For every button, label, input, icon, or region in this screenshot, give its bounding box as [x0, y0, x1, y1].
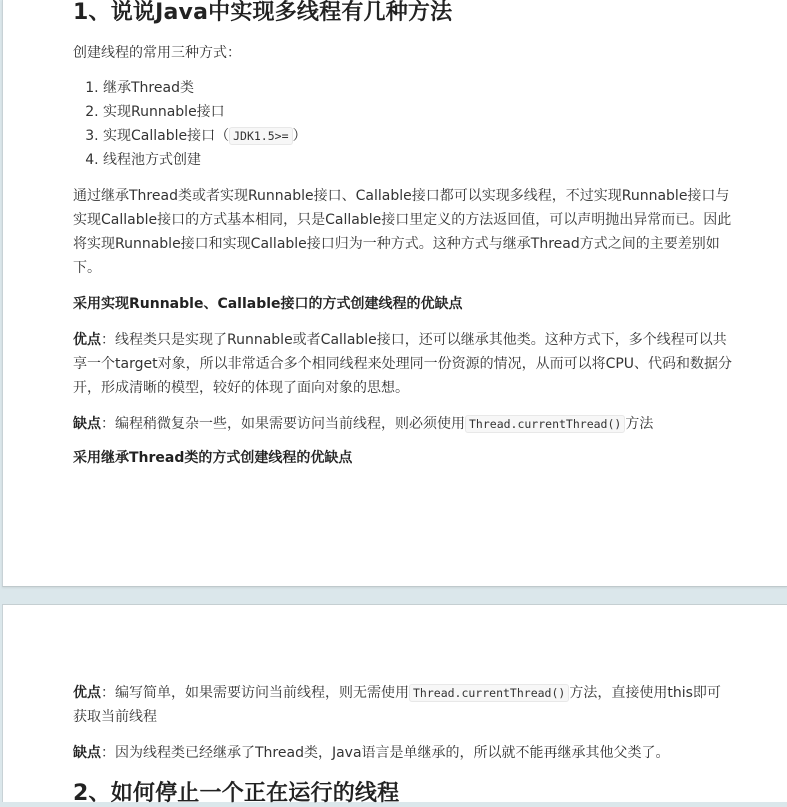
section-heading-2: 2、如何停止一个正在运行的线程: [73, 781, 400, 806]
thread-pros: 优点：编写简单，如果需要访问当前线程，则无需使用 Thread.currentThread() 方法，直接使用this即可获取当前线程: [73, 685, 721, 725]
page-2-content: [73, 681, 733, 807]
intro-text: 创建线程的常用三种方式：: [73, 45, 241, 61]
methods-list: [73, 76, 733, 172]
list-item: 2. 实现Runnable接口: [103, 100, 733, 124]
inline-code: JDK1.5>=: [229, 127, 292, 145]
inline-code: Thread.currentThread(): [409, 684, 569, 702]
inline-code: Thread.currentThread(): [465, 415, 625, 433]
cons-label: 缺点: [73, 745, 101, 761]
runnable-pros-cons-title: 采用实现Runnable、Callable接口的方式创建线程的优缺点: [73, 296, 463, 312]
list-item: 4. 线程池方式创建: [103, 148, 733, 172]
runnable-cons: 缺点：编程稍微复杂一些，如果需要访问当前线程，则必须使用 Thread.currentThread() 方法: [73, 416, 654, 432]
document-page-1: [2, 0, 787, 587]
list-item: 1. 继承Thread类: [103, 76, 733, 100]
list-item: 3. 实现Callable接口（ JDK1.5>= ）: [103, 124, 733, 148]
page-1-content: [73, 0, 733, 470]
document-page-2: [2, 604, 787, 806]
comparison-paragraph: 通过继承Thread类或者实现Runnable接口、Callable接口都可以实现多线程，不过实现Runnable接口与实现Callable接口的方式基本相同，只是Callable接口里定义的方法返回值，可以声明抛出异常而已。因此将实现Runnable接口和实现Callable接口归为一种方式。这种方式与继承Thread方式之间的主要差别如下。: [73, 188, 732, 276]
pros-label: 优点: [73, 332, 101, 348]
pros-label: 优点: [73, 685, 101, 701]
thread-pros-cons-title: 采用继承Thread类的方式创建线程的优缺点: [73, 450, 353, 466]
runnable-pros: 优点：线程类只是实现了Runnable或者Callable接口，还可以继承其他类。这种方式下，多个线程可以共享一个target对象，所以非常适合多个相同线程来处理同一份资源的情况，从而可以将CPU、代码和数据分开，形成清晰的模型，较好的体现了面向对象的思想。: [73, 332, 733, 396]
section-heading-1: 1、说说Java中实现多线程有几种方法: [73, 0, 453, 25]
cons-label: 缺点: [73, 416, 101, 432]
thread-cons: 缺点：因为线程类已经继承了Thread类，Java语言是单继承的，所以就不能再继承其他父类了。: [73, 745, 670, 761]
